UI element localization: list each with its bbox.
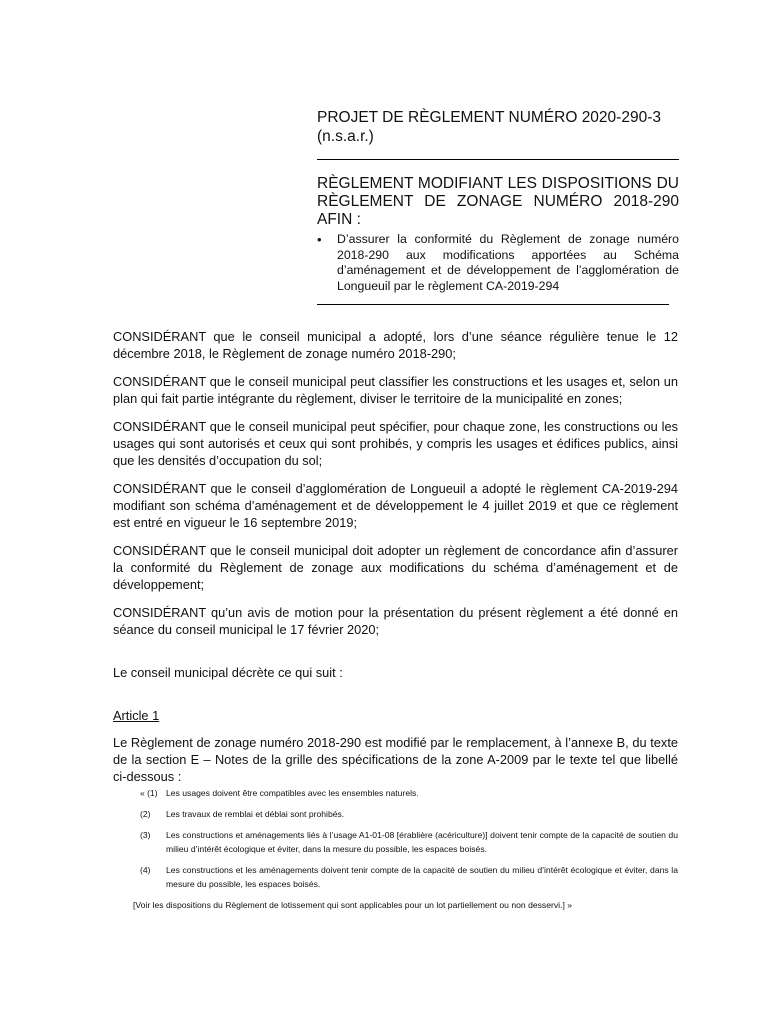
project-title-line1: PROJET DE RÈGLEMENT NUMÉRO 2020-290-3: [317, 109, 661, 126]
considerant-paragraph: CONSIDÉRANT que le conseil municipal doit adopter un règlement de concordance afin d’assurer la conformité du Règlement de zonage aux modifications du schéma d’aménagement et de développement;: [113, 543, 678, 592]
article-title: Article 1: [113, 708, 160, 723]
considerant-paragraph: CONSIDÉRANT que le conseil municipal peut spécifier, pour chaque zone, les constructions ou les usages qui sont autorisés et ceux qui sont prohibés, y compris les usages et édifices publics, ainsi que les densités d’occupation du sol;: [113, 419, 678, 468]
considerant-paragraph: CONSIDÉRANT que le conseil municipal a adopté, lors d’une séance régulière tenue le 12 décembre 2018, le Règlement de zonage numéro 2018-290;: [113, 329, 678, 361]
note-text: Les constructions et les aménagements doivent tenir compte de la capacité de soutien du milieu d’intérêt écologique et éviter, dans la mesure du possible, les espaces boisés.: [166, 865, 678, 889]
article-text: Le Règlement de zonage numéro 2018-290 est modifié par le remplacement, à l’annexe B, du texte de la section E – Notes de la grille des spécifications de la zone A-2009 par le texte tel que libellé ci-dessous :: [113, 735, 678, 784]
decree-statement: Le conseil municipal décrète ce qui suit :: [113, 665, 343, 680]
note-item: [140, 828, 678, 856]
document-body: [113, 328, 678, 912]
regulation-title: RÈGLEMENT MODIFIANT LES DISPOSITIONS DU RÈGLEMENT DE ZONAGE NUMÉRO 2018-290 AFIN :: [317, 175, 679, 228]
note-number: (3): [140, 830, 151, 840]
bullet-marker: •: [317, 232, 322, 247]
header-divider-bottom: [317, 304, 669, 305]
note-number: (4): [140, 865, 151, 875]
considerant-paragraph: CONSIDÉRANT que le conseil municipal peut classifier les constructions et les usages et, selon un plan qui fait partie intégrante du règlement, diviser le territoire de la municipalité en zones;: [113, 374, 678, 406]
header-divider-top: [317, 159, 679, 160]
note-text: Les travaux de remblai et déblai sont prohibés.: [166, 809, 345, 819]
project-title-line2: (n.s.a.r.): [317, 128, 374, 145]
note-item: [140, 807, 678, 821]
considerant-paragraph: CONSIDÉRANT qu’un avis de motion pour la présentation du présent règlement a été donné en séance du conseil municipal le 17 février 2020;: [113, 605, 678, 637]
note-text: Les constructions et aménagements liés à l’usage A1-01-08 [érablière (acériculture)] doivent tenir compte de la capacité de soutien du milieu d’intérêt écologique et éviter, dans la mesure du possible, les espaces boisés.: [166, 830, 678, 854]
note-text: Les usages doivent être compatibles avec les ensembles naturels.: [166, 788, 419, 798]
project-title: [317, 108, 679, 146]
note-item: [140, 786, 678, 800]
purpose-bullet: [317, 232, 679, 294]
considerant-paragraph: CONSIDÉRANT que le conseil d’agglomération de Longueuil a adopté le règlement CA-2019-294 modifiant son schéma d’aménagement et de développement le 4 juillet 2019 et que ce règlement est entré en vigueur le 16 septembre 2019;: [113, 481, 678, 530]
note-item: [140, 863, 678, 891]
notes-list: [140, 786, 678, 891]
note-number: « (1): [140, 788, 158, 798]
document-header: [317, 108, 679, 305]
note-number: (2): [140, 809, 151, 819]
final-note: [Voir les dispositions du Règlement de lotissement qui sont applicables pour un lot partiellement ou non desservi.] »: [133, 900, 573, 910]
purpose-text: D’assurer la conformité du Règlement de zonage numéro 2018-290 aux modifications apportées au Schéma d’aménagement et de développement de l’agglomération de Longueuil par le règlement CA-2019-294: [337, 232, 679, 293]
